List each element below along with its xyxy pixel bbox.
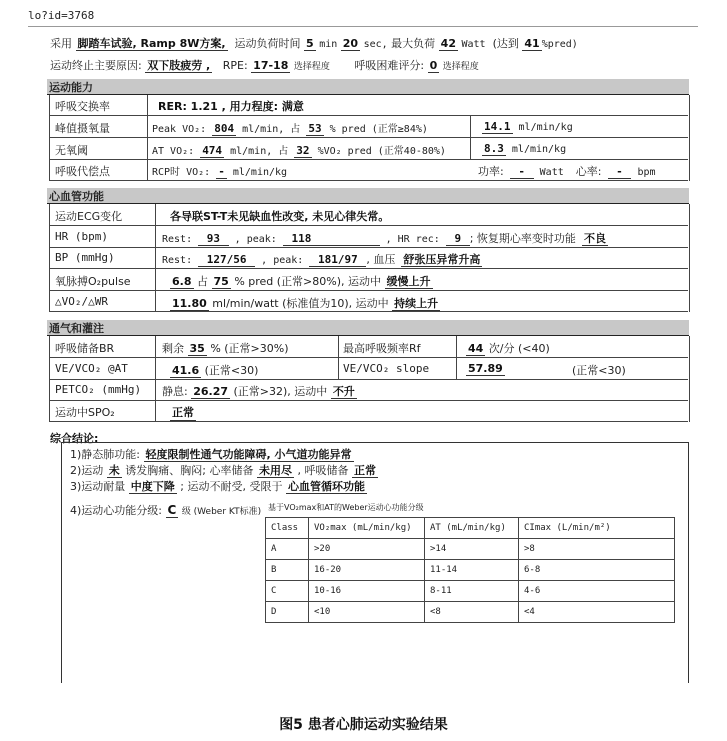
dyspnea: 0 <box>429 59 438 72</box>
br-prefix: 剩余 <box>162 342 184 355</box>
table-cell: 10-16 <box>309 581 425 602</box>
peak-vo2-label: 峰值摄氧量 <box>55 122 110 135</box>
table-cell: <8 <box>425 602 519 623</box>
at-value: 474 <box>202 144 223 157</box>
rer-value: RER: 1.21 , 用力程度: 满意 <box>158 100 304 113</box>
pred-unit: %pred) <box>541 39 578 50</box>
bp-text: , 血压 <box>366 253 396 266</box>
o2pulse-pct: 75 <box>213 275 229 288</box>
table-cell: D <box>266 602 309 623</box>
section1-row1 <box>49 95 688 116</box>
at-unit: ml/min, 占 <box>230 146 289 157</box>
top-divider <box>28 26 698 27</box>
peak-vo2-kg-value: 14.1 <box>484 120 511 133</box>
peak-vo2-pct: 53 <box>308 122 322 135</box>
pred-pct: 41 <box>524 37 540 50</box>
c2-d: 未用尽 <box>259 464 292 477</box>
rf-label: 最高呼吸频率Rf <box>343 342 421 355</box>
vo2-wr-value: 11.80 <box>172 297 207 310</box>
petco2-result: 不升 <box>332 385 355 398</box>
at-pred: %VO₂ pred (正常40-80%) <box>317 146 446 157</box>
rcp-hr-label: 心率: <box>575 165 602 178</box>
peak-vo2-pred: % pred (正常≥84%) <box>329 124 428 135</box>
table-cell: 8-11 <box>425 581 519 602</box>
table-cell: 4-6 <box>519 581 675 602</box>
section3-row4 <box>49 401 688 422</box>
c3-b: 中度下降 <box>130 480 175 493</box>
br-value: 35 <box>189 342 205 355</box>
ve-vco2-at-value: 41.6 <box>172 364 200 377</box>
o2pulse-result: 缓慢上升 <box>386 275 431 288</box>
conclusion-title: 综合结论: <box>50 432 99 445</box>
c1-label: 1)静态肺功能: <box>70 448 140 461</box>
bp-label: BP (mmHg) <box>55 251 115 264</box>
table-row <box>266 581 675 602</box>
table-cell: <10 <box>309 602 425 623</box>
label-reason: 运动终止主要原因: <box>50 59 142 72</box>
section1-title: 运动能力 <box>49 81 93 94</box>
rcp-power-value: - <box>518 165 525 178</box>
vo2-wr-label: △VO₂/△WR <box>55 295 108 308</box>
at-pct: 32 <box>296 144 310 157</box>
table-cell: >20 <box>309 539 425 560</box>
section3-row3 <box>49 380 688 401</box>
table-row <box>266 539 675 560</box>
weber-header-class: Class <box>266 518 309 539</box>
minutes: 5 <box>306 37 314 50</box>
weber-header-vo2max: VO₂max (mL/min/kg) <box>309 518 425 539</box>
at-kg-unit: ml/min/kg <box>511 144 567 155</box>
ecg-value: 各导联ST-T未见缺血性改变, 未见心律失常。 <box>170 210 390 223</box>
rer-label: 呼吸交换率 <box>55 100 110 113</box>
rpe: 17-18 <box>253 59 289 72</box>
max-watt: 42 <box>440 37 456 50</box>
peak-vo2-value: 804 <box>214 122 235 135</box>
table-row <box>266 560 675 581</box>
hr-rec-result: 不良 <box>583 232 606 245</box>
o2pulse-value: 6.8 <box>172 275 192 288</box>
ve-vco2-at-label: VE/VCO₂ @AT <box>55 362 128 375</box>
weber-header-cimax: CImax (L/min/m²) <box>519 518 675 539</box>
min-unit: min <box>319 39 338 50</box>
seconds: 20 <box>342 37 359 50</box>
bp-rest-label: Rest: <box>162 255 193 266</box>
rcp-hr-unit: bpm <box>637 167 656 178</box>
c4-a: 4)运动心功能分级: <box>70 504 162 517</box>
ve-vco2-slope-label: VE/VCO₂ slope <box>343 362 430 375</box>
ve-vco2-slope-note: (正常<30) <box>572 364 626 377</box>
bp-result: 舒张压异常升高 <box>403 253 481 266</box>
section-ventilation-header <box>47 320 689 336</box>
rcp-power-label: 功率: <box>478 165 504 178</box>
c4-b: C <box>167 503 177 517</box>
table-cell: B <box>266 560 309 581</box>
sec-unit: sec, <box>363 39 388 50</box>
hr-peak-value: 118 <box>291 232 312 245</box>
protocol: 脚踏车试验, Ramp 8W方案, <box>77 37 226 50</box>
section-cardiovascular-header <box>47 188 689 204</box>
at-label: 无氧阈 <box>55 144 88 157</box>
weber-header-row <box>266 518 675 539</box>
label-reach: (达到 <box>492 37 519 50</box>
petco2-note: (正常>32), 运动中 <box>233 385 328 398</box>
weber-table <box>265 517 675 623</box>
table-cell: >8 <box>519 539 675 560</box>
ve-vco2-at-note: (正常<30) <box>204 364 259 377</box>
vo2-wr-result: 持续上升 <box>394 297 439 310</box>
rcp-unit: ml/min/kg <box>232 167 288 178</box>
c3-a: 3)运动耐量 <box>70 480 126 493</box>
petco2-prefix: 静息: <box>162 385 188 398</box>
c2-a: 2)运动 <box>70 464 104 477</box>
c1-value: 轻度限制性通气功能障碍, 小气道功能异常 <box>145 448 352 461</box>
bp-rest-value: 127/56 <box>206 253 247 266</box>
rcp-label: 呼吸代偿点 <box>55 165 110 178</box>
section-exercise-capacity-header <box>47 79 689 95</box>
spo2-label: 运动中SPO₂ <box>55 406 115 419</box>
table-cell: 6-8 <box>519 560 675 581</box>
o2pulse-mid: 占 <box>197 275 208 288</box>
weber-header-at: AT (mL/min/kg) <box>425 518 519 539</box>
hr-label: HR (bpm) <box>55 230 108 243</box>
rf-unit: 次/分 (<40) <box>488 342 550 355</box>
o2pulse-pred: % pred (正常>80%), 运动中 <box>234 275 382 288</box>
dyspnea-note: 选择程度 <box>442 62 479 72</box>
table-cell: <4 <box>519 602 675 623</box>
protocol-line <box>50 35 578 51</box>
at-prefix: AT VO₂: <box>152 146 195 157</box>
reason: 双下肢疲劳 , <box>147 59 211 72</box>
c3-d: 心血管循环功能 <box>288 480 365 493</box>
c2-b: 未 <box>108 464 120 477</box>
c3-c: ; 运动不耐受, 受限于 <box>180 480 283 493</box>
rpe-note: 选择程度 <box>293 62 330 72</box>
watt-unit: Watt <box>461 39 486 50</box>
table-cell: A <box>266 539 309 560</box>
label-use: 采用 <box>50 37 72 50</box>
c2-e: , 呼吸储备 <box>297 464 349 477</box>
table-cell: 11-14 <box>425 560 519 581</box>
section3-title: 通气和灌注 <box>49 322 104 335</box>
hr-peak-label: , peak: <box>234 234 277 245</box>
spo2-value: 正常 <box>172 406 194 419</box>
hr-rest-value: 93 <box>206 232 221 245</box>
peak-vo2-prefix: Peak VO₂: <box>152 124 207 135</box>
br-note: % (正常>30%) <box>210 342 289 355</box>
table-cell: C <box>266 581 309 602</box>
label-rpe: RPE: <box>222 59 248 72</box>
ve-vco2-slope-value: 57.89 <box>468 362 503 375</box>
o2pulse-label: 氧脉搏O₂pulse <box>55 275 131 288</box>
peak-vo2-unit: ml/min, 占 <box>242 124 301 135</box>
petco2-value: 26.27 <box>193 385 229 398</box>
label-max: 最大负荷 <box>391 37 436 50</box>
table-cell: 16-20 <box>309 560 425 581</box>
label-time: 运动负荷时间 <box>234 37 301 50</box>
hr-rec-text: ; 恢复期心率变时功能 <box>469 232 576 245</box>
rf-value: 44 <box>468 342 484 355</box>
section2-title: 心血管功能 <box>49 190 104 203</box>
hr-rest-label: Rest: <box>162 234 193 245</box>
petco2-label: PETCO₂ (mmHg) <box>55 383 142 396</box>
weber-table-title: 基于VO₂max和AT的Weber运动心功能分级 <box>268 503 424 512</box>
peak-vo2-kg-unit: ml/min/kg <box>518 122 573 133</box>
hr-rec-label: , HR rec: <box>385 234 440 245</box>
hr-rec-value: 9 <box>454 232 462 245</box>
c4-c: 级 (Weber KT标准) <box>181 507 262 517</box>
c2-f: 正常 <box>354 464 376 477</box>
rcp-power-unit: Watt <box>539 167 564 178</box>
label-dyspnea: 呼吸困难评分: <box>354 59 425 72</box>
at-kg-value: 8.3 <box>484 142 504 155</box>
termination-line <box>50 57 479 73</box>
rcp-value: - <box>218 165 225 178</box>
c2-c: 诱发胸痛、胸闷; 心率储备 <box>125 464 254 477</box>
section1-right-divider <box>470 116 471 159</box>
rcp-prefix: RCP时 VO₂: <box>152 167 211 178</box>
table-cell: >14 <box>425 539 519 560</box>
ecg-label: 运动ECG变化 <box>55 210 123 223</box>
rcp-hr-value: - <box>616 165 623 178</box>
url-fragment: lo?id=3768 <box>28 9 95 22</box>
bp-peak-value: 181/97 <box>317 253 358 266</box>
vo2-wr-unit: ml/min/watt (标准值为10), 运动中 <box>212 297 389 310</box>
bp-peak-label: , peak: <box>261 255 304 266</box>
table-row <box>266 602 675 623</box>
br-label: 呼吸储备BR <box>55 342 115 355</box>
figure-caption: 图5 患者心肺运动实验结果 <box>279 717 448 733</box>
